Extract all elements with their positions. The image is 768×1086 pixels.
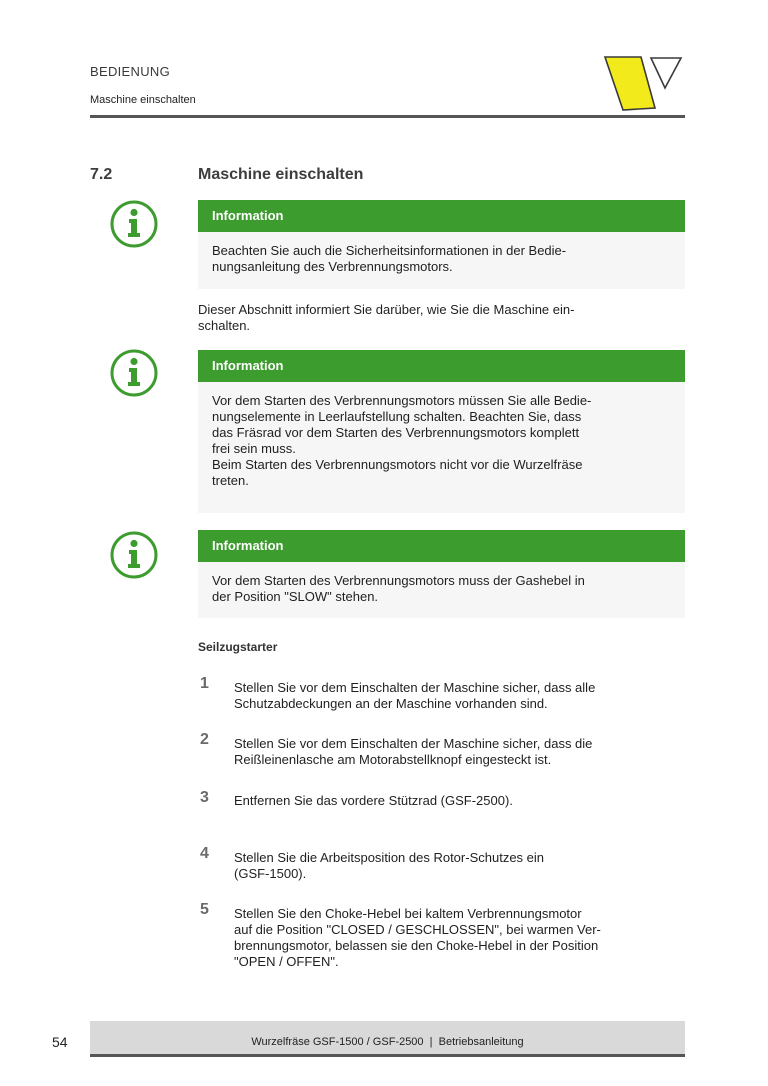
step-line: Schutzabdeckungen an der Maschine vorhanden sind. — [234, 696, 548, 711]
intro-paragraph — [198, 302, 678, 334]
section-title: Maschine einschalten — [198, 166, 364, 183]
info-box-3-body — [198, 562, 685, 618]
info-circle-icon — [109, 530, 159, 580]
step-number: 4 — [200, 845, 209, 862]
step-line: auf die Position "CLOSED / GESCHLOSSEN", bei warmen Ver- — [234, 922, 601, 937]
info-box-1-line: nungsanleitung des Verbrennungsmotors. — [212, 259, 453, 274]
info-box-2-line: Beim Starten des Verbrennungsmotors nicht vor die Wurzelfräse — [212, 457, 583, 472]
step-line: Reißleinenlasche am Motorabstellknopf eingesteckt ist. — [234, 752, 552, 767]
section-number: 7.2 — [90, 166, 113, 183]
info-box-3-header: Information — [198, 530, 685, 562]
step-text — [234, 850, 684, 882]
step-line: Stellen Sie die Arbeitsposition des Rotor-Schutzes ein — [234, 850, 545, 865]
header-section-label: BEDIENUNG — [90, 64, 170, 79]
header-subtitle: Maschine einschalten — [90, 94, 196, 106]
footer-bar — [90, 1021, 685, 1057]
step-number: 3 — [200, 789, 209, 806]
page-number: 54 — [52, 1034, 68, 1050]
step-number: 5 — [200, 901, 209, 918]
info-box-1-body — [198, 232, 685, 289]
step-text — [234, 736, 684, 768]
step-line: "OPEN / OFFEN". — [234, 954, 339, 969]
step-line: Stellen Sie den Choke-Hebel bei kaltem Verbrennungsmotor — [234, 906, 582, 921]
step-text — [234, 680, 684, 712]
info-box-1-header: Information — [198, 200, 685, 232]
info-box-2-line: frei sein muss. — [212, 441, 296, 456]
intro-line: schalten. — [198, 318, 251, 333]
info-box-3-line: Vor dem Starten des Verbrennungsmotors muss der Gashebel in — [212, 573, 585, 588]
header-divider — [90, 115, 685, 118]
step-line: brennungsmotor, belassen sie den Choke-Hebel in der Position — [234, 938, 599, 953]
brand-logo — [603, 54, 683, 112]
subheading-seilzugstarter: Seilzugstarter — [198, 640, 278, 654]
info-box-3-line: der Position "SLOW" stehen. — [212, 589, 379, 604]
footer-text: Wurzelfräse GSF-1500 / GSF-2500 | Betriebsanleitung — [251, 1036, 524, 1048]
info-box-2-line: Vor dem Starten des Verbrennungsmotors müssen Sie alle Bedie- — [212, 393, 592, 408]
info-box-2-line: nungselemente in Leerlaufstellung schalten. Beachten Sie, dass — [212, 409, 582, 424]
step-text — [234, 793, 684, 809]
intro-line: Dieser Abschnitt informiert Sie darüber, wie Sie die Maschine ein- — [198, 302, 575, 317]
info-box-2-line: das Fräsrad vor dem Starten des Verbrennungsmotors komplett — [212, 425, 580, 440]
info-box-1-line: Beachten Sie auch die Sicherheitsinformationen in der Bedie- — [212, 243, 567, 258]
info-box-2-line: treten. — [212, 473, 249, 488]
step-line: Stellen Sie vor dem Einschalten der Maschine sicher, dass alle — [234, 680, 596, 695]
info-circle-icon — [109, 199, 159, 249]
step-line: (GSF-1500). — [234, 866, 307, 881]
step-line: Entfernen Sie das vordere Stützrad (GSF-2500). — [234, 793, 513, 808]
info-box-2-header: Information — [198, 350, 685, 382]
step-number: 2 — [200, 731, 209, 748]
step-text — [234, 906, 684, 970]
info-circle-icon — [109, 348, 159, 398]
step-number: 1 — [200, 675, 209, 692]
step-line: Stellen Sie vor dem Einschalten der Maschine sicher, dass die — [234, 736, 593, 751]
info-box-2-body — [198, 382, 685, 513]
